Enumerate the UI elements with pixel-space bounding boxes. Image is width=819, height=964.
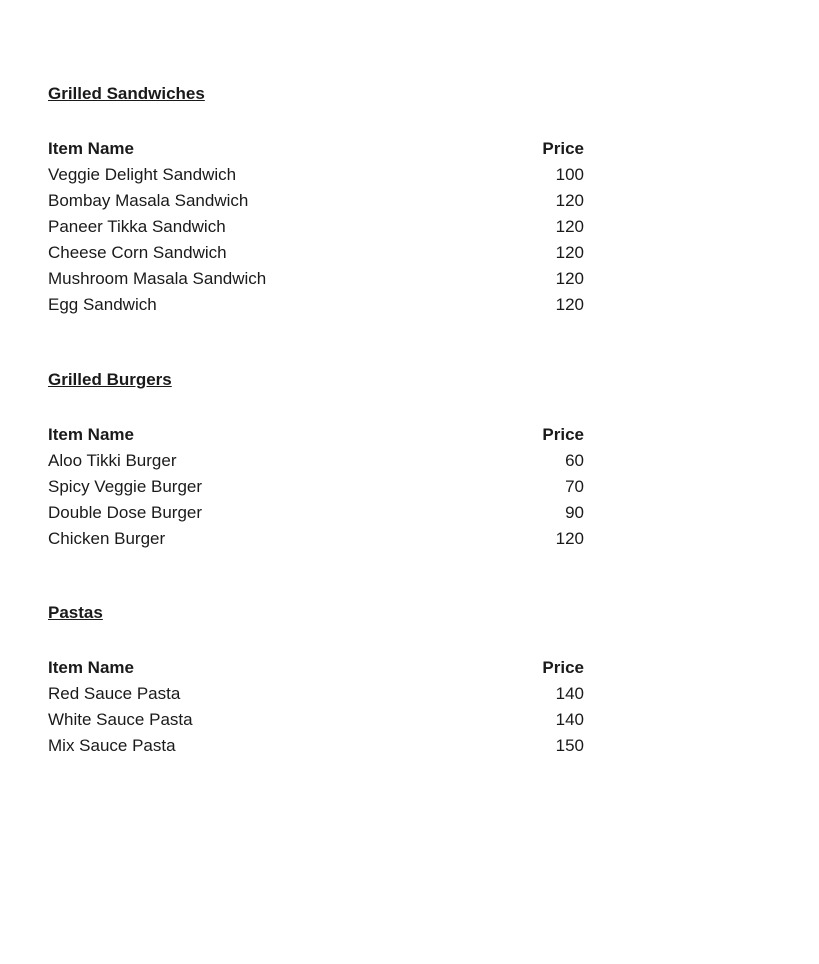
table-row [48, 292, 588, 318]
item-name: Aloo Tikki Burger [48, 451, 177, 470]
item-name: Double Dose Burger [48, 503, 203, 522]
table-header [48, 422, 588, 448]
item-price: 90 [565, 503, 584, 522]
item-price: 120 [555, 217, 584, 236]
table-row [48, 448, 588, 474]
section-title: Grilled Sandwiches [48, 84, 205, 103]
item-price: 120 [555, 269, 584, 288]
item-price: 150 [555, 736, 584, 755]
table-header [48, 136, 588, 162]
table-row [48, 707, 588, 733]
table-row [48, 526, 588, 552]
item-name: Veggie Delight Sandwich [48, 165, 237, 184]
column-header-price: Price [542, 658, 584, 677]
section-grilled-sandwiches [48, 84, 588, 318]
item-name: Spicy Veggie Burger [48, 477, 203, 496]
table-header [48, 655, 588, 681]
section-grilled-burgers [48, 370, 588, 552]
column-header-item-name: Item Name [48, 658, 134, 677]
section-pastas [48, 603, 588, 759]
item-price: 70 [565, 477, 584, 496]
item-price: 60 [565, 451, 584, 470]
table-row [48, 214, 588, 240]
table-row [48, 266, 588, 292]
table-row [48, 500, 588, 526]
table-row [48, 474, 588, 500]
section-title: Pastas [48, 603, 103, 622]
table-row [48, 240, 588, 266]
item-price: 100 [555, 165, 584, 184]
item-name: Red Sauce Pasta [48, 684, 181, 703]
table-row [48, 733, 588, 759]
item-name: Mushroom Masala Sandwich [48, 269, 267, 288]
item-name: Mix Sauce Pasta [48, 736, 176, 755]
item-price: 140 [555, 710, 584, 729]
item-price: 120 [555, 295, 584, 314]
item-name: Chicken Burger [48, 529, 166, 548]
table-row [48, 681, 588, 707]
section-title: Grilled Burgers [48, 370, 172, 389]
column-header-price: Price [542, 139, 584, 158]
item-price: 120 [555, 191, 584, 210]
column-header-price: Price [542, 425, 584, 444]
item-name: White Sauce Pasta [48, 710, 193, 729]
item-price: 120 [555, 529, 584, 548]
item-price: 120 [555, 243, 584, 262]
table-row [48, 162, 588, 188]
column-header-item-name: Item Name [48, 139, 134, 158]
item-name: Paneer Tikka Sandwich [48, 217, 226, 236]
item-price: 140 [555, 684, 584, 703]
item-name: Cheese Corn Sandwich [48, 243, 227, 262]
column-header-item-name: Item Name [48, 425, 134, 444]
table-row [48, 188, 588, 214]
item-name: Bombay Masala Sandwich [48, 191, 249, 210]
item-name: Egg Sandwich [48, 295, 157, 314]
